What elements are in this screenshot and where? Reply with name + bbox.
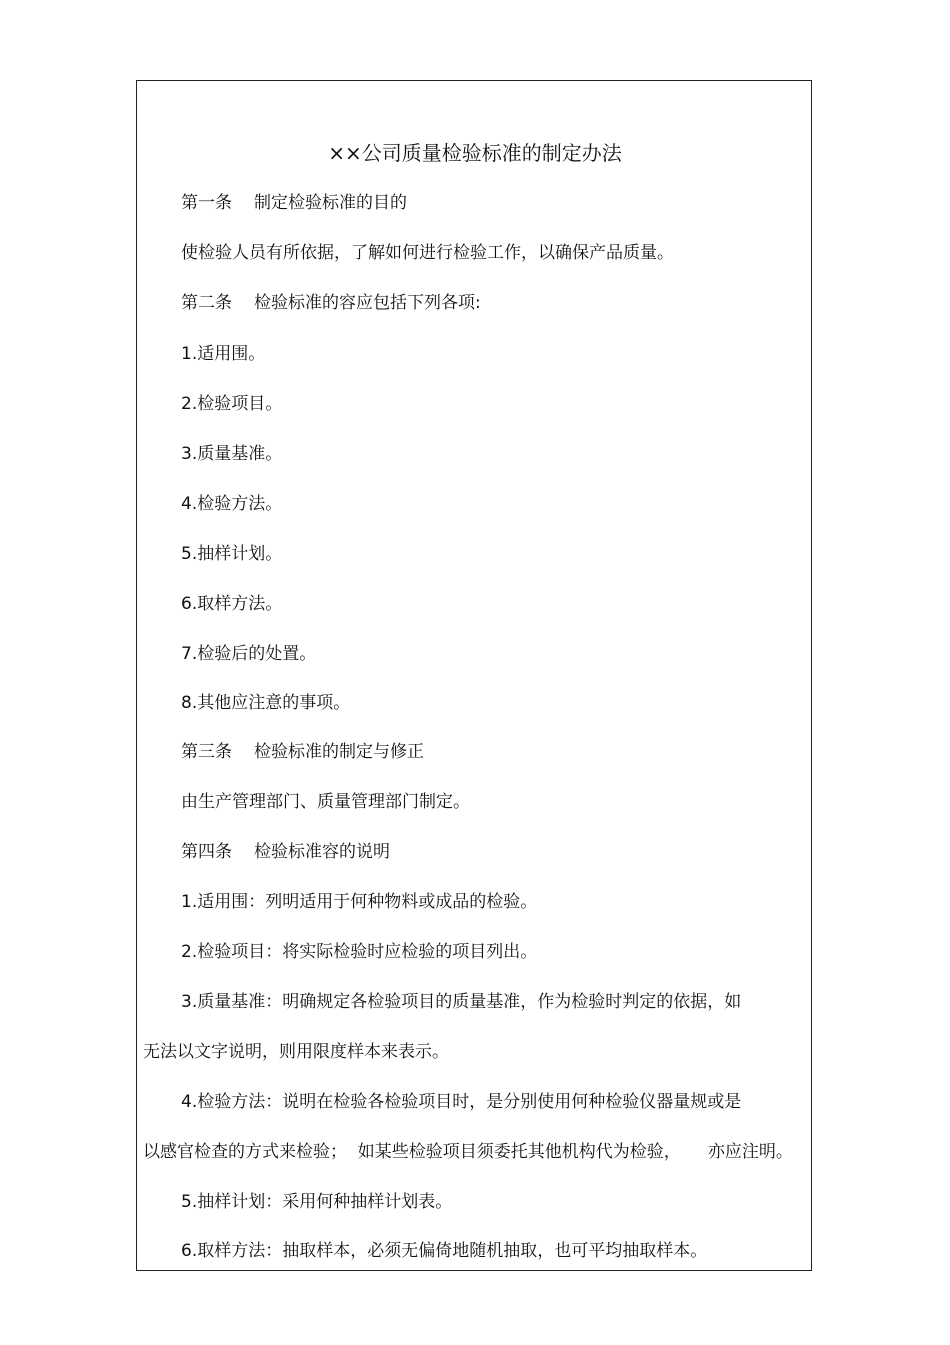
- list-item: 2.检验项目。: [181, 394, 283, 414]
- list-item: 8.其他应注意的事项。: [181, 693, 351, 713]
- article-heading-text: 检验标准的容应包括下列各项:: [254, 293, 481, 313]
- document-title: ××公司质量检验标准的制定办法: [328, 141, 622, 165]
- article-label: 第四条: [181, 842, 232, 862]
- list-item: 7.检验后的处置。: [181, 644, 317, 664]
- article-label: 第二条: [181, 293, 232, 313]
- paragraph-line: 1.适用围：列明适用于何种物料或成品的检验。: [181, 892, 538, 912]
- list-item: 5.抽样计划。: [181, 544, 283, 564]
- article-heading-text: 检验标准容的说明: [254, 842, 390, 862]
- list-item: 6.取样方法。: [181, 594, 283, 614]
- paragraph-line: 2.检验项目：将实际检验时应检验的项目列出。: [181, 942, 538, 962]
- article-3-body: 由生产管理部门、质量管理部门制定。: [181, 792, 470, 812]
- article-4-heading: [181, 841, 390, 863]
- article-heading-text: 检验标准的制定与修正: [254, 742, 424, 762]
- article-1-heading: [181, 192, 407, 214]
- paragraph-line: 无法以文字说明，则用限度样本来表示。: [143, 1042, 449, 1062]
- paragraph-line: 6.取样方法：抽取样本，必须无偏倚地随机抽取，也可平均抽取样本。: [181, 1241, 708, 1261]
- article-1-body: 使检验人员有所依据，了解如何进行检验工作，以确保产品质量。: [181, 243, 674, 263]
- article-2-heading: [181, 292, 481, 314]
- list-item: 1.适用围。: [181, 344, 266, 364]
- list-item: 4.检验方法。: [181, 494, 283, 514]
- paragraph-line: 3.质量基准：明确规定各检验项目的质量基准，作为检验时判定的依据，如: [181, 992, 742, 1012]
- paragraph-line: 4.检验方法：说明在检验各检验项目时，是分别使用何种检验仪器量规或是: [181, 1092, 742, 1112]
- paragraph-line: 以感官检查的方式来检验； 如某些检验项目须委托其他机构代为检验， 亦应注明。: [143, 1142, 793, 1162]
- list-item: 3.质量基准。: [181, 444, 283, 464]
- article-label: 第一条: [181, 193, 232, 213]
- article-3-heading: [181, 741, 424, 763]
- paragraph-line: 5.抽样计划：采用何种抽样计划表。: [181, 1192, 453, 1212]
- article-heading-text: 制定检验标准的目的: [254, 193, 407, 213]
- article-label: 第三条: [181, 742, 232, 762]
